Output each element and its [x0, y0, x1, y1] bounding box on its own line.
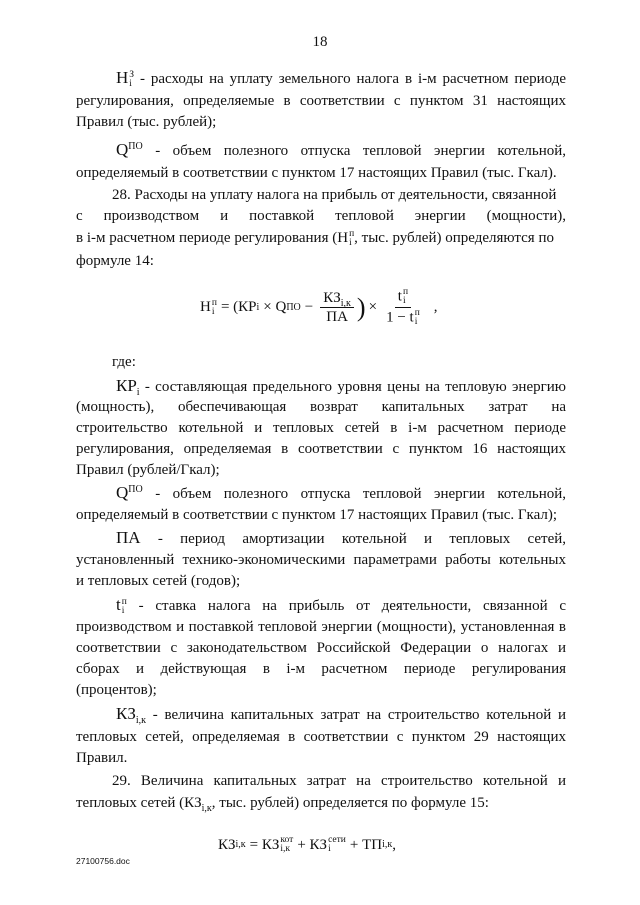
definition-kp: $КР_i$ - составляющая предельного уровня цены на тепловую энергию [116, 376, 566, 398]
definition-land-tax: Н З i - расходы на уплату земельного налога в i-м расчетном периоде [116, 68, 567, 89]
definition-pa-line2: установленный технико-экономическими параметрами работы котельных [76, 552, 566, 568]
definition-kp-line4: регулирования, определяемая в соответствии с пунктом 16 настоящих [76, 441, 566, 457]
paragraph-28: 28. Расходы на уплату налога на прибыль от деятельности, связанной [112, 187, 557, 203]
paragraph-29: 29. Величина капитальных затрат на строительство котельной и [112, 773, 566, 789]
definition-kz-line3: Правил. [76, 750, 128, 766]
definition-tax-rate-line3: соответствии с законодательством Российской Федерации о налогах и [76, 640, 566, 656]
definition-kp-line2: (мощность), обеспечивающая возврат капитальных затрат на [76, 399, 566, 415]
page-number: 18 [312, 34, 328, 50]
paragraph-29-line2: тепловых сетей ($КЗ_{i,к}$, тыс. рублей) определяется по формуле 15: [76, 795, 489, 814]
definition-q-po: $Q^{ПО}$ - объем полезного отпуска тепловой энергии котельной, [116, 140, 567, 159]
definition-tax-rate: t п i - ставка налога на прибыль от деятельности, связанной с [116, 595, 567, 616]
definition-kz: $КЗ_{i,к}$ - величина капитальных затрат на строительство котельной и [116, 704, 566, 726]
fraction-tax-rate: t п i 1 − t п i [386, 287, 420, 327]
definition-tax-rate-line2: производством и поставкой тепловой энергии (мощности), установленная в [76, 619, 566, 635]
definition-q-po-2: $Q^{ПО}$ - объем полезного отпуска тепловой энергии котельной, [116, 483, 567, 502]
fraction-kz-pa: $\frac{КЗ_{i,к}}{ПА}$ [320, 290, 354, 325]
definition-pa: ПА - период амортизации котельной и тепловых сетей, [116, 528, 567, 547]
paragraph-28-line2: с производством и поставкой тепловой энергии (мощности), [76, 208, 566, 224]
definition-tax-rate-line5: (процентов); [76, 682, 157, 698]
paragraph-28-line3: в i-м расчетном периоде регулирования (Н п i , тыс. рублей) определяются по [76, 228, 554, 248]
formula-15: КЗ i,к = КЗ кот i,к + КЗ сети i + ТП i,к , [218, 835, 396, 854]
definition-land-tax-line2: регулирования, определяемые в соответствии с пунктом 31 настоящих [76, 93, 566, 109]
definition-land-tax-line3: Правил (тыс. рублей); [76, 114, 217, 130]
definition-pa-line3: и тепловых сетей (годов); [76, 573, 241, 589]
formula-14: Н п i = (КР i × Q ПО − $\frac{КЗ_{i,к}}{ПА}$ ) × t п i 1 − t п i , [200, 287, 438, 327]
paragraph-28-line4: формуле 14: [76, 253, 154, 269]
definition-kz-line2: тепловых сетей, определяемая в соответствии с пунктом 29 настоящих [76, 729, 566, 745]
definition-tax-rate-line4: сборах и действующая в i-м расчетном периоде регулирования [76, 661, 566, 677]
definition-kp-line3: строительство котельной и тепловых сетей в i-м расчетном периоде [76, 420, 566, 436]
where-label: где: [112, 354, 136, 370]
definition-kp-line5: Правил (рублей/Гкал); [76, 462, 220, 478]
definition-q-po-2-line2: определяемый в соответствии с пунктом 17 настоящих Правил (тыс. Гкал); [76, 507, 558, 523]
definition-q-po-line2: определяемый в соответствии с пунктом 17 настоящих Правил (тыс. Гкал). [76, 165, 557, 181]
footer-filename: 27100756.doc [76, 856, 130, 866]
